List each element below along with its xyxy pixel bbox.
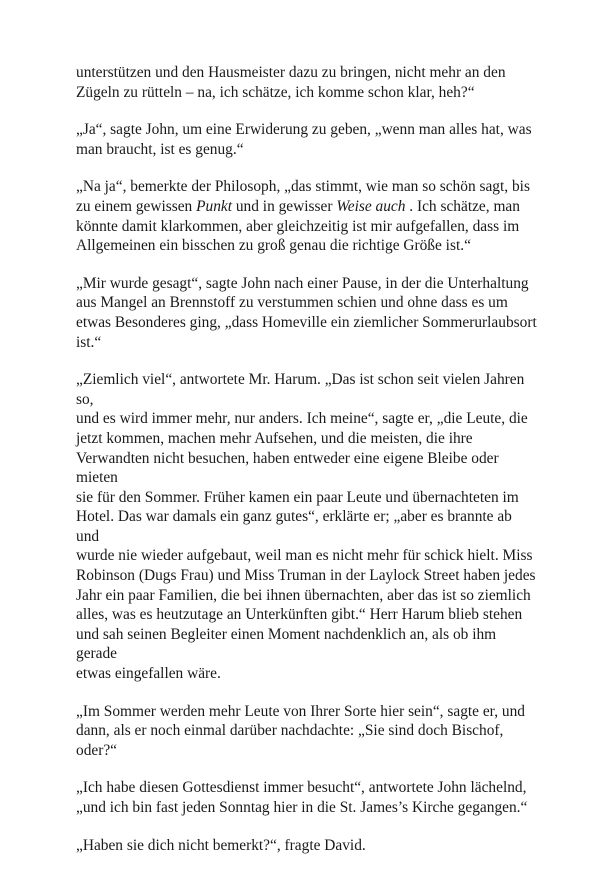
text-line: sie für den Sommer. Früher kamen ein paar Leute und übernachteten im xyxy=(76,488,519,506)
text-line: „und ich bin fast jeden Sonntag hier in die St. James’s Kirche gegangen.“ xyxy=(76,799,528,816)
text-segment: . Ich schätze, man xyxy=(405,197,520,215)
text-line: etwas Besonderes ging, „dass Homeville ein ziemlicher Sommerurlaubsort xyxy=(76,313,537,331)
paragraph-8 xyxy=(76,836,538,856)
text-line: Hotel. Das war damals ein ganz gutes“, erklärte er; „aber es brannte ab und xyxy=(76,508,512,545)
text-line: Zügeln zu rütteln – na, ich schätze, ich komme schon klar, heh?“ xyxy=(76,83,475,101)
text-line: Allgemeinen ein bisschen zu groß genau die richtige Größe ist.“ xyxy=(76,237,471,255)
text-line: oder?“ xyxy=(76,741,118,759)
text-line: Robinson (Dugs Frau) und Miss Truman in der Laylock Street haben jedes xyxy=(76,567,536,585)
text-line: man braucht, ist es genug.“ xyxy=(76,140,244,158)
text-line: unterstützen und den Hausmeister dazu zu bringen, nicht mehr an den xyxy=(76,64,506,81)
text-line: etwas eingefallen wäre. xyxy=(76,665,221,683)
text-line: und sah seinen Begleiter einen Moment nachdenklich an, als ob ihm gerade xyxy=(76,625,497,663)
text-line: Jahr ein paar Familien, die bei ihnen übernachten, aber das ist so ziemlich xyxy=(76,586,531,604)
paragraph-6 xyxy=(76,702,538,761)
text-line: „Haben sie dich nicht bemerkt?“, fragte David. xyxy=(76,836,366,854)
text-line: jetzt kommen, machen mehr Aufsehen, und die meisten, die ihre xyxy=(76,429,473,447)
paragraph-5 xyxy=(76,370,538,684)
text-line: „Na ja“, bemerkte der Philosoph, „das stimmt, wie man so schön sagt, bis xyxy=(76,178,530,196)
text-line: Verwandten nicht besuchen, haben entweder eine eigene Bleibe oder mieten xyxy=(76,449,499,487)
text-segment: zu einem gewissen xyxy=(76,197,197,215)
paragraph-4 xyxy=(76,274,538,352)
document-page xyxy=(76,63,538,873)
paragraph-1 xyxy=(76,63,538,102)
paragraph-2 xyxy=(76,120,538,159)
text-line: ist.“ xyxy=(76,333,102,351)
text-line: dann, als er noch einmal darüber nachdachte: „Sie sind doch Bischof, xyxy=(76,722,504,740)
text-line: „Ziemlich viel“, antwortete Mr. Harum. „Das ist schon seit vielen Jahren so, xyxy=(76,371,525,408)
text-line: und es wird immer mehr, nur anders. Ich meine“, sagte er, „die Leute, die xyxy=(76,410,528,428)
text-line: „Ja“, sagte John, um eine Erwiderung zu geben, „wenn man alles hat, was xyxy=(76,121,532,139)
text-line: aus Mangel an Brennstoff zu verstummen schien und ohne dass es um xyxy=(76,294,508,312)
text-segment: und in gewisser xyxy=(232,197,337,215)
paragraph-7 xyxy=(76,778,538,817)
text-line: wurde nie wieder aufgebaut, weil man es nicht mehr für schick hielt. Miss xyxy=(76,547,533,565)
text-line: „Ich habe diesen Gottesdienst immer besucht“, antwortete John lächelnd, xyxy=(76,779,527,797)
text-line: könnte damit klarkommen, aber gleichzeitig ist mir aufgefallen, dass im xyxy=(76,217,520,235)
paragraph-3 xyxy=(76,177,538,255)
text-line: alles, was es heutzutage an Unterkünften gibt.“ Herr Harum blieb stehen xyxy=(76,606,523,624)
italic-text: Punkt xyxy=(196,197,233,215)
text-line: „Im Sommer werden mehr Leute von Ihrer Sorte hier sein“, sagte er, und xyxy=(76,702,525,720)
text-line: „Mir wurde gesagt“, sagte John nach einer Pause, in der die Unterhaltung xyxy=(76,274,529,292)
italic-text: Weise auch xyxy=(336,197,406,215)
